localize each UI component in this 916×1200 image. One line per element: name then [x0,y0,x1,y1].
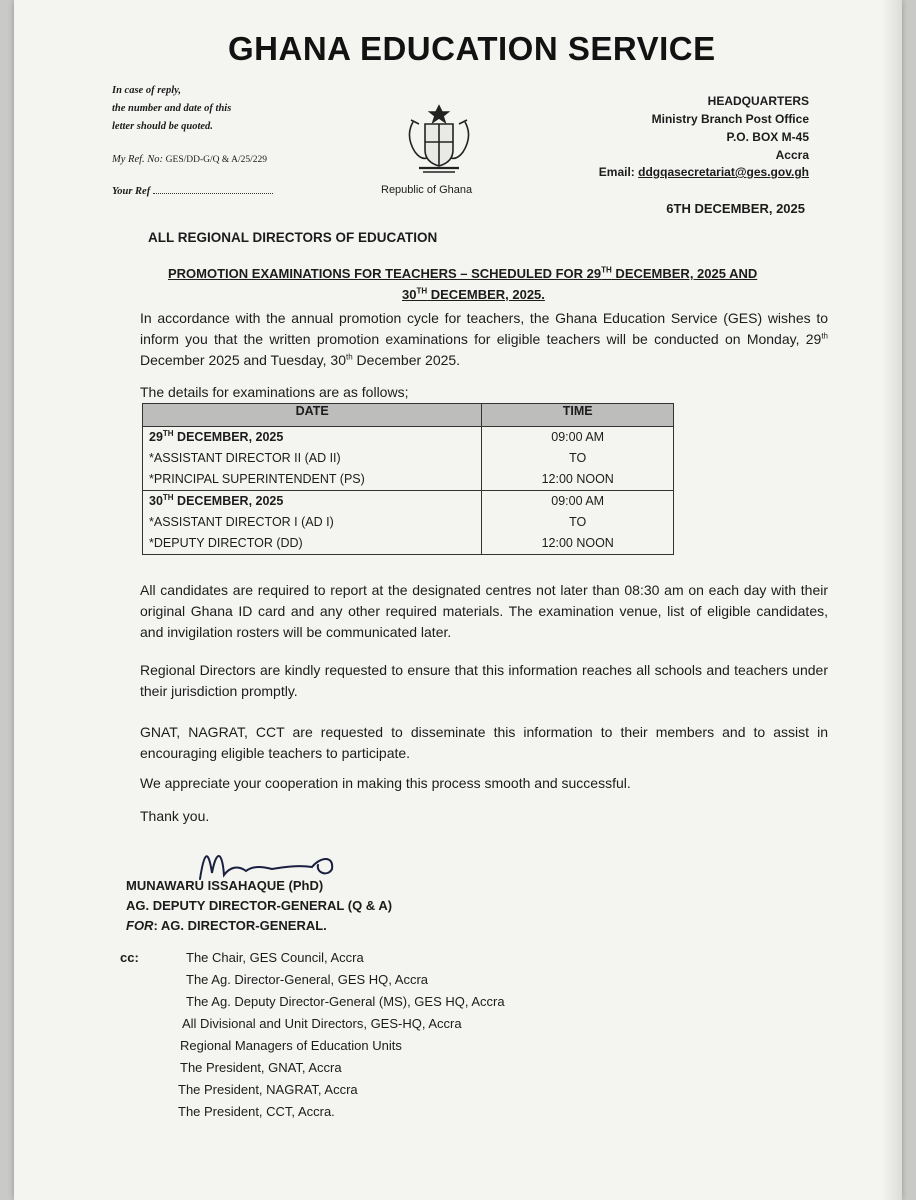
subject-line-1 [168,266,757,281]
subject-text-a: PROMOTION EXAMINATIONS FOR TEACHERS – SCHEDULED FOR 29 [168,266,602,281]
intro-sup-1: th [821,331,828,341]
day-sup: TH [162,492,174,502]
subject-text-d: DECEMBER, 2025. [427,287,545,302]
paragraph-regional: Regional Directors are kindly requested to ensure that this information reaches all schools and teachers under their jurisdiction promptly. [140,662,828,699]
day-sup: TH [162,428,174,438]
header-time: TIME [482,404,674,427]
role-line: *PRINCIPAL SUPERINTENDENT (PS) [149,472,365,486]
reply-note-line-2: the number and date of this [112,103,232,114]
subject-line-2 [402,287,545,302]
cc-label: cc: [120,950,139,965]
day-number: 30 [149,494,163,508]
details-intro: The details for examinations are as follows; [140,384,409,400]
your-ref-label: Your Ref [112,186,151,197]
signatory-title: AG. DEPUTY DIRECTOR-GENERAL (Q & A) [126,898,393,913]
table-row [143,491,674,555]
email-link[interactable]: ddgqasecretariat@ges.gov.gh [638,165,809,179]
paragraph-appreciation: We appreciate your cooperation in making this process smooth and successful. [140,775,631,791]
time-to: TO [569,515,587,529]
role-line: *DEPUTY DIRECTOR (DD) [149,536,303,550]
reply-note-line-3: letter should be quoted. [112,121,213,132]
signatory-for [126,918,327,933]
cc-item: The Chair, GES Council, Accra [186,950,364,965]
letter-page [14,0,902,1200]
time-start: 09:00 AM [551,430,605,444]
intro-sup-2: th [346,352,353,362]
cc-item: The President, NAGRAT, Accra [178,1082,358,1097]
time-end: 12:00 NOON [541,472,614,486]
time-to: TO [569,451,587,465]
hq-line-1: HEADQUARTERS [707,94,809,108]
time-cell [482,427,674,491]
cc-item: Regional Managers of Education Units [180,1038,402,1053]
for-rest: : AG. DIRECTOR-GENERAL. [153,918,327,933]
hq-line-4: Accra [775,148,809,162]
role-line: *ASSISTANT DIRECTOR I (AD I) [149,515,334,529]
cc-item: The Ag. Deputy Director-General (MS), GES HQ, Accra [186,994,505,1009]
day-rest: DECEMBER, 2025 [173,494,284,508]
cc-item: The Ag. Director-General, GES HQ, Accra [186,972,429,987]
letter-date: 6TH DECEMBER, 2025 [666,201,805,216]
hq-line-2: Ministry Branch Post Office [651,112,809,126]
your-ref-blank [153,193,273,194]
addressee: ALL REGIONAL DIRECTORS OF EDUCATION [148,230,438,245]
day-rest: DECEMBER, 2025 [173,430,284,444]
time-end: 12:00 NOON [541,536,614,550]
letterhead-title: GHANA EDUCATION SERVICE [228,30,716,67]
signatory-name: MUNAWARU ISSAHAQUE (PhD) [126,878,324,893]
time-start: 09:00 AM [551,494,605,508]
subject-sup-1: TH [601,265,612,275]
hq-line-3: P.O. BOX M-45 [726,130,809,144]
subject-sup-2: TH [416,286,428,296]
exam-schedule-table [142,403,674,555]
your-ref [112,186,273,197]
hq-email [599,165,809,179]
day-number: 29 [149,430,163,444]
intro-text-b: December 2025 and Tuesday, 30 [140,352,346,368]
coat-of-arms-icon [399,100,479,180]
for-label: FOR [126,918,154,933]
table-row [143,427,674,491]
reply-note-line-1: In case of reply, [112,85,182,96]
date-cell [143,491,482,555]
paragraph-report: All candidates are required to report at the designated centres not later than 08:30 am on each day with their original Ghana ID card and any other required materials. The examination venue, list of eligible candidates, and invigilation rosters will be communicated later. [140,582,828,640]
header-date: DATE [143,404,482,427]
role-line: *ASSISTANT DIRECTOR II (AD II) [149,451,341,465]
date-cell [143,427,482,491]
intro-paragraph [140,308,828,371]
republic-caption: Republic of Ghana [381,184,473,196]
cc-item: The President, GNAT, Accra [180,1060,342,1075]
table-header-row [143,404,674,427]
intro-text-a: In accordance with the annual promotion cycle for teachers, the Ghana Education Service (GES) wishes to inform you that the written promotion examinations for eligible teachers will be conducted on Monday, 29 [140,310,828,347]
subject-text-b: DECEMBER, 2025 AND [611,266,758,281]
time-cell [482,491,674,555]
my-ref-value: GES/DD-G/Q & A/25/229 [165,155,267,165]
cc-item: All Divisional and Unit Directors, GES-HQ, Accra [182,1016,462,1031]
day-heading [149,491,481,512]
subject-text-c: 30 [402,287,417,302]
cc-item: The President, CCT, Accra. [178,1104,335,1119]
email-label: Email: [598,165,635,179]
day-heading [149,427,481,448]
paragraph-unions: GNAT, NAGRAT, CCT are requested to disseminate this information to their members and to assist in encouraging eligible teachers to participate. [140,724,828,761]
intro-text-c: December 2025. [352,352,461,368]
my-ref-label: My Ref. No: [112,154,164,165]
page-fold-shadow [882,0,902,1200]
paragraph-thanks: Thank you. [140,808,210,824]
my-ref [112,154,267,165]
